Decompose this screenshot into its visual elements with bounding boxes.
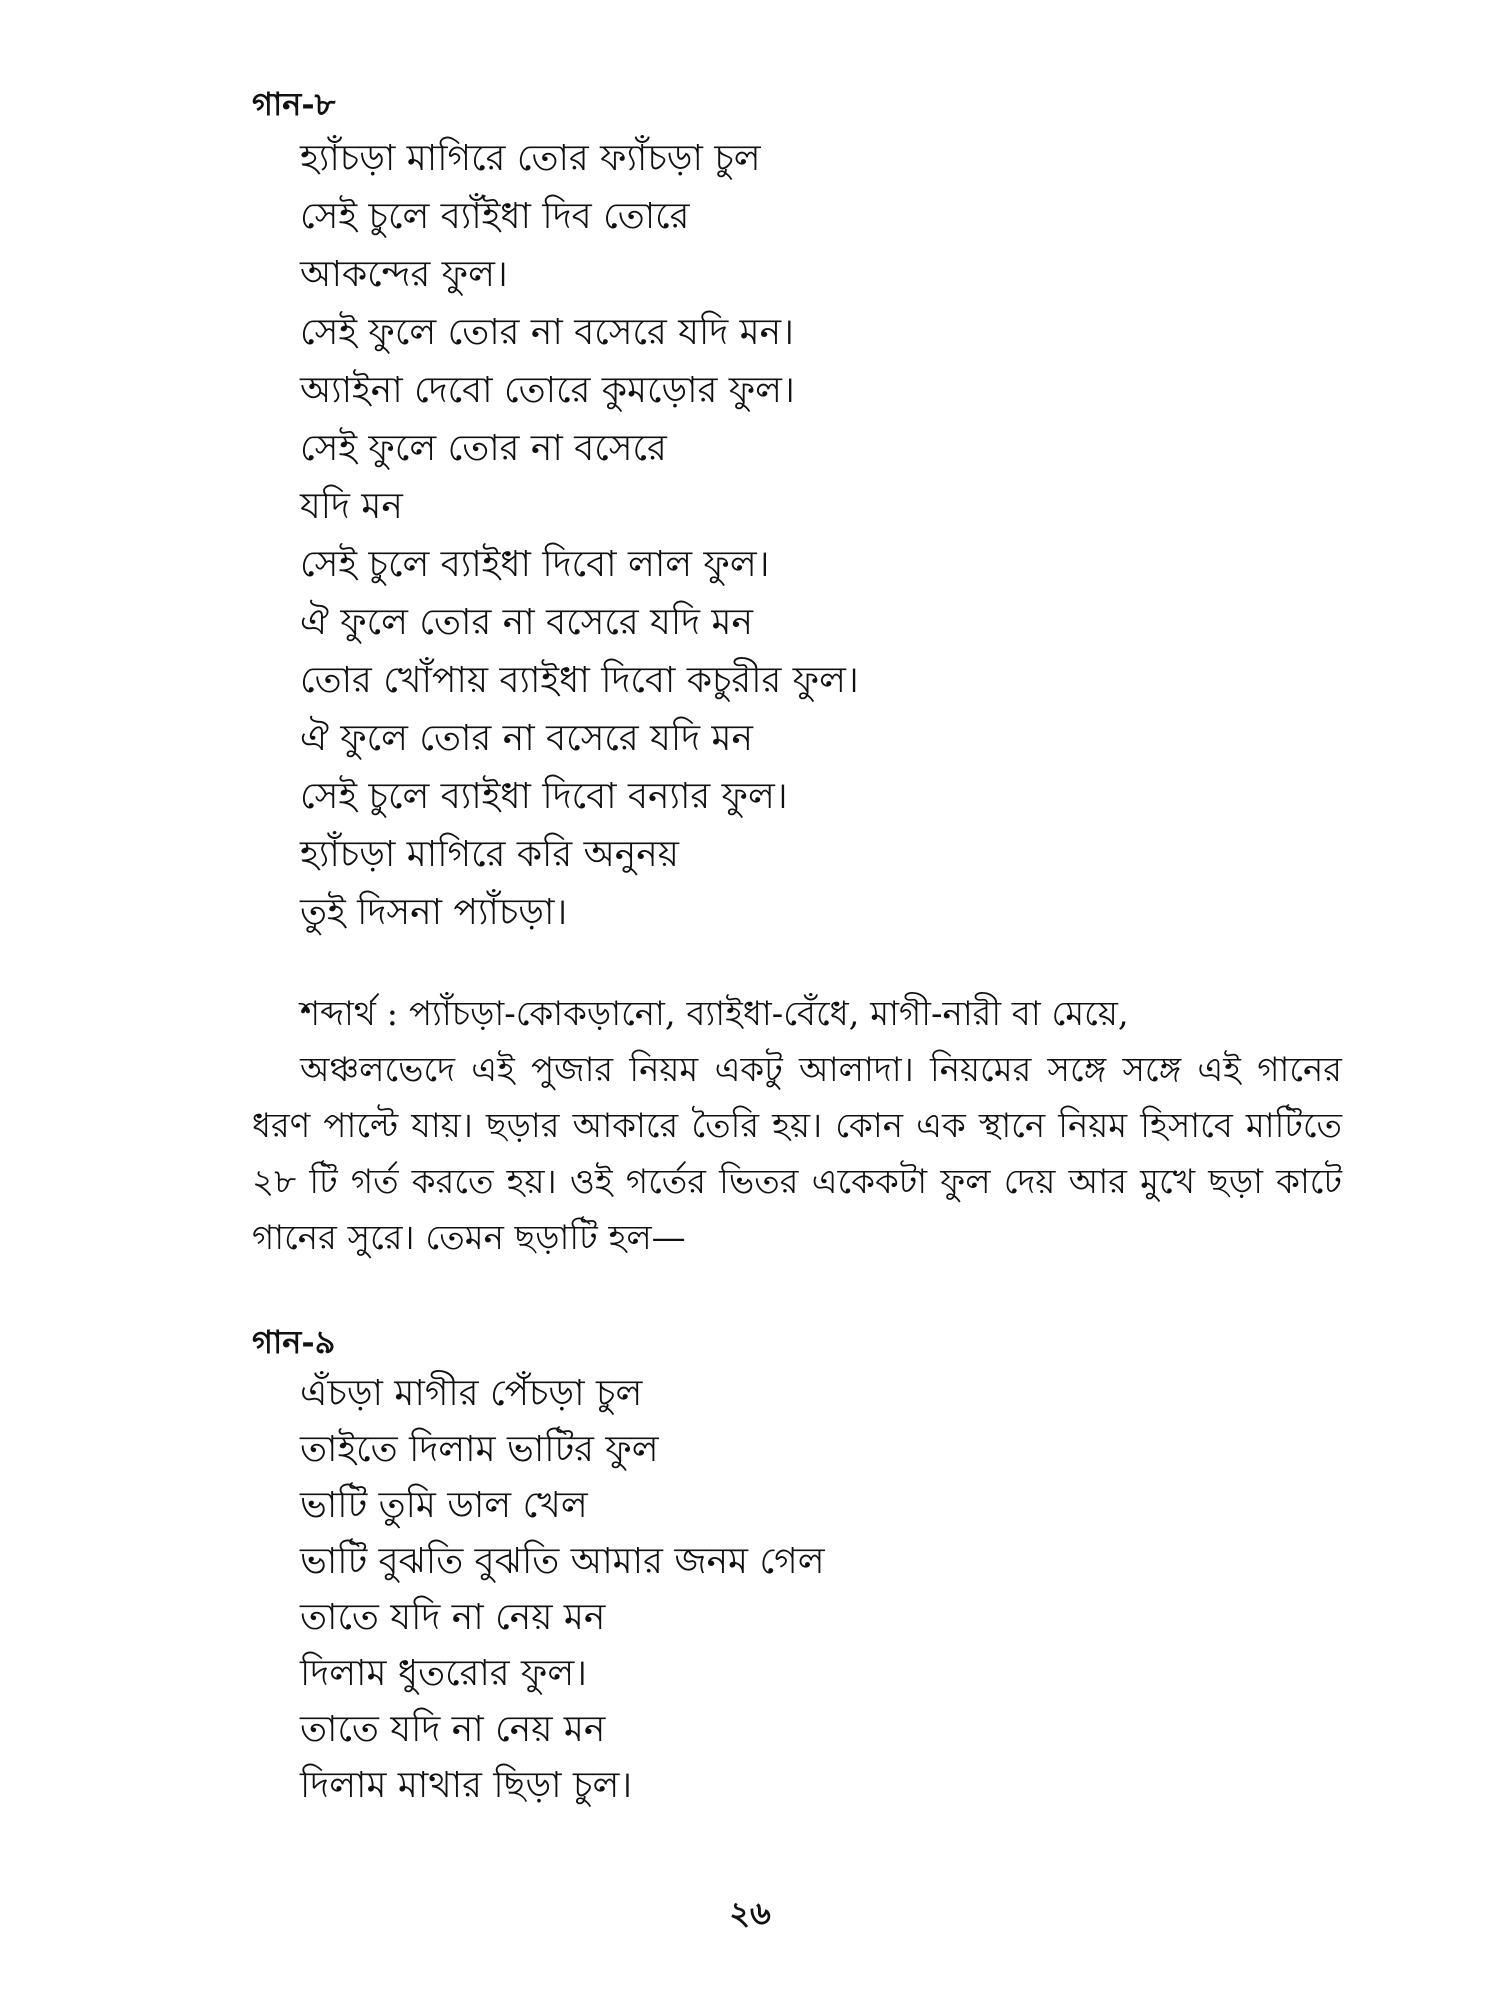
verse-line: তাইতে দিলাম ভাটির ফুল <box>300 1429 659 1470</box>
verse-line: তাতে যদি না নেয় মন <box>300 1709 606 1750</box>
verse-line: তুই দিসনা প্যাঁচড়া। <box>300 892 568 933</box>
verse-line: দিলাম মাথার ছিড়া চুল। <box>300 1765 633 1806</box>
verse-line: তাতে যদি না নেয় মন <box>300 1597 606 1638</box>
song-9-verse <box>300 1366 825 1814</box>
verse-line: আকন্দের ফুল। <box>300 254 508 295</box>
verse-line: ঐ ফুলে তোর না বসেরে যদি মন <box>300 718 753 759</box>
verse-line: দিলাম ধুতরোর ফুল। <box>300 1653 588 1694</box>
verse-line: তোর খোঁপায় ব্যাইধা দিবো কচুরীর ফুল। <box>300 660 859 701</box>
verse-line: অ্যাইনা দেবো তোরে কুমড়োর ফুল। <box>300 370 795 411</box>
verse-line: সেই চুলে ব্যাঁইধা দিব তোরে <box>300 196 690 237</box>
body-paragraph: অঞ্চলভেদে এই পুজার নিয়ম একটু আলাদা। নিয়মের সঙ্গে সঙ্গে এই গানের ধরণ পাল্টে যায়। ছড়ার আকারে তৈরি হয়। কোন এক স্থানে নিয়ম হিসাবে মাটিতে ২৮ টি গর্ত করতে হয়। ওই গর্তের ভিতর একেকটা ফুল দেয় আর মুখে ছড়া কাটে গানের সুরে। তেমন ছড়াটি হল— <box>252 1050 1342 1258</box>
verse-line: যদি মন <box>300 486 403 527</box>
verse-line: সেই চুলে ব্যাইধা দিবো বন্যার ফুল। <box>300 776 788 817</box>
verse-line: ভাটি বুঝতি বুঝতি আমার জনম গেল <box>300 1541 825 1582</box>
song-8-heading: গান-৮ <box>252 85 336 123</box>
page-number: ২৬ <box>729 1894 771 1932</box>
verse-line: সেই ফুলে তোর না বসেরে যদি মন। <box>300 312 795 353</box>
glossary-text: শব্দার্থ : প্যাঁচড়া-কোকড়ানো, ব্যাইধা-বেঁধে, মাগী-নারী বা মেয়ে, <box>300 994 1129 1034</box>
verse-line: ভাটি তুমি ডাল খেল <box>300 1485 588 1526</box>
verse-line: হ্যাঁচড়া মাগিরে তোর ফ্যাঁচড়া চুল <box>300 138 761 179</box>
song-9-heading: গান-৯ <box>252 1323 336 1361</box>
verse-line: এঁচড়া মাগীর পেঁচড়া চুল <box>300 1373 643 1414</box>
verse-line: হ্যাঁচড়া মাগিরে করি অনুনয় <box>300 834 679 875</box>
glossary-and-paragraph <box>252 986 1342 1266</box>
song-8-verse <box>300 130 859 942</box>
verse-line: সেই ফুলে তোর না বসেরে <box>300 428 667 469</box>
verse-line: সেই চুলে ব্যাইধা দিবো লাল ফুল। <box>300 544 770 585</box>
verse-line: ঐ ফুলে তোর না বসেরে যদি মন <box>300 602 753 643</box>
